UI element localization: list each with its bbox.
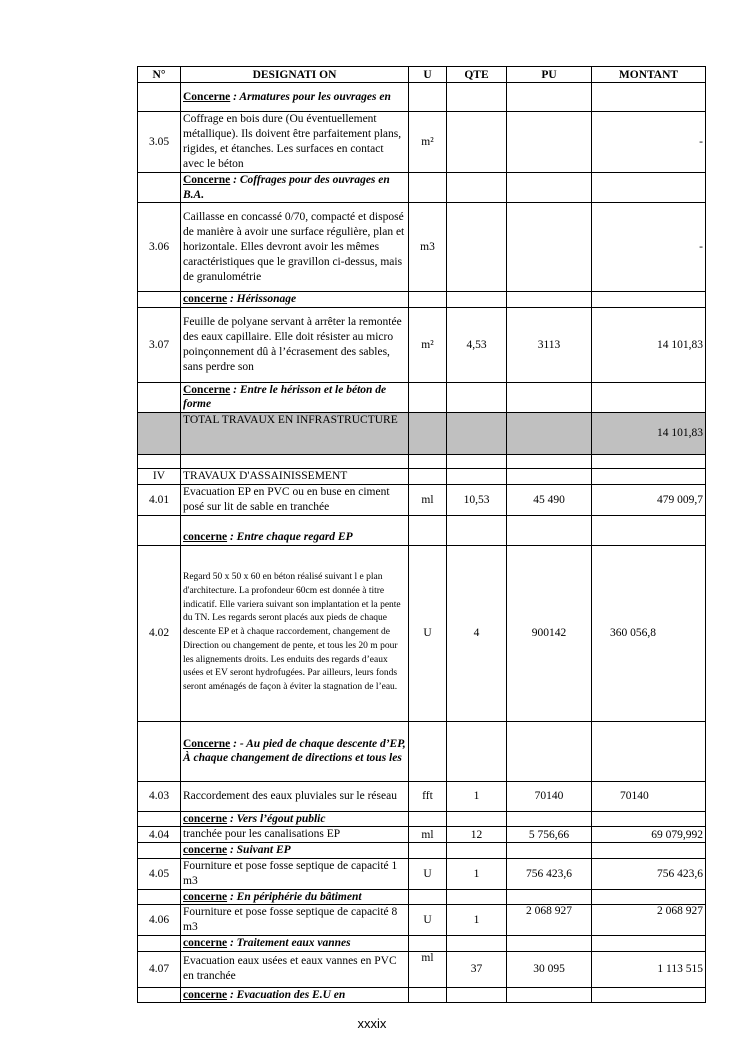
table-row bbox=[138, 307, 706, 382]
item-amount: 360 056,8 bbox=[592, 545, 706, 721]
header-n: N° bbox=[138, 67, 181, 83]
concern-row bbox=[138, 843, 706, 859]
item-quantity: 1 bbox=[447, 858, 507, 889]
header-montant: MONTANT bbox=[592, 67, 706, 83]
item-amount: - bbox=[592, 112, 706, 173]
table-row bbox=[138, 203, 706, 292]
concern-note: Concerne : Coffrages pour des ouvrages en B.A. bbox=[181, 173, 409, 203]
item-description: tranchée pour les canalisations EP bbox=[181, 827, 409, 843]
table-row bbox=[138, 858, 706, 889]
section-number: IV bbox=[138, 468, 181, 484]
total-label: TOTAL TRAVAUX EN INFRASTRUCTURE bbox=[181, 412, 409, 454]
item-amount: - bbox=[592, 203, 706, 292]
item-unit-price: 3113 bbox=[507, 307, 592, 382]
table-row bbox=[138, 905, 706, 936]
concern-note: concerne : Traitement eaux vannes bbox=[181, 936, 409, 952]
item-unit: m² bbox=[409, 112, 447, 173]
page-number: xxxix bbox=[357, 1016, 387, 1031]
concern-row bbox=[138, 987, 706, 1003]
item-unit-price: 5 756,66 bbox=[507, 827, 592, 843]
item-description: Fourniture et pose fosse septique de capacité 8 m3 bbox=[181, 905, 409, 936]
table-row bbox=[138, 951, 706, 987]
header-u: U bbox=[409, 67, 447, 83]
bill-of-quantities-table bbox=[137, 66, 706, 1003]
concern-note: concerne : Entre chaque regard EP bbox=[181, 515, 409, 545]
item-quantity: 4 bbox=[447, 545, 507, 721]
item-number: 4.01 bbox=[138, 484, 181, 515]
item-unit-price: 45 490 bbox=[507, 484, 592, 515]
concern-row bbox=[138, 721, 706, 781]
item-amount: 756 423,6 bbox=[592, 858, 706, 889]
concern-row bbox=[138, 173, 706, 203]
section-title: TRAVAUX D'ASSAINISSEMENT bbox=[181, 468, 409, 484]
item-number: 4.06 bbox=[138, 905, 181, 936]
item-number: 3.07 bbox=[138, 307, 181, 382]
item-quantity: 1 bbox=[447, 781, 507, 811]
item-unit: m² bbox=[409, 307, 447, 382]
item-unit-price: 900142 bbox=[507, 545, 592, 721]
item-number: 3.06 bbox=[138, 203, 181, 292]
header-designation: DESIGNATI ON bbox=[181, 67, 409, 83]
item-number: 4.03 bbox=[138, 781, 181, 811]
concern-row bbox=[138, 83, 706, 112]
item-description: Caillasse en concassé 0/70, compacté et disposé de manière à avoir une surface régulière, plan et horizontale. Elles devront avoir les mêmes caractéristiques que le gravillon ci-dessus, mais de granulométrie bbox=[181, 203, 409, 292]
item-description: Fourniture et pose fosse septique de capacité 1 m3 bbox=[181, 858, 409, 889]
concern-note: Concerne : - Au pied de chaque descente d’EP, À chaque changement de directions et tous les bbox=[181, 721, 409, 781]
item-unit: U bbox=[409, 905, 447, 936]
table-header-row bbox=[138, 67, 706, 83]
item-quantity: 10,53 bbox=[447, 484, 507, 515]
item-number: 3.05 bbox=[138, 112, 181, 173]
item-amount: 2 068 927 bbox=[592, 905, 706, 936]
item-unit-price: 70140 bbox=[507, 781, 592, 811]
item-quantity bbox=[447, 112, 507, 173]
spacer-row bbox=[138, 454, 706, 468]
concern-note: concerne : En périphérie du bâtiment bbox=[181, 889, 409, 905]
item-quantity: 1 bbox=[447, 905, 507, 936]
item-description: Evacuation EP en PVC ou en buse en ciment posé sur lit de sable en tranchée bbox=[181, 484, 409, 515]
item-quantity: 37 bbox=[447, 951, 507, 987]
item-amount: 70140 bbox=[592, 781, 706, 811]
item-quantity: 12 bbox=[447, 827, 507, 843]
item-description: Feuille de polyane servant à arrêter la remontée des eaux capillaire. Elle doit résister au micro poinçonnement dû à l’écrasement des sables, sans perdre son bbox=[181, 307, 409, 382]
item-unit: ml bbox=[409, 951, 447, 987]
concern-note: concerne : Evacuation des E.U en bbox=[181, 987, 409, 1003]
item-description: Regard 50 x 50 x 60 en béton réalisé suivant l e plan d'architecture. La profondeur 60cm est donnée à titre indicatif. Elle variera suivant son implantation et la pente du TN. Les regards seront placés aux pieds de chaque descente EP et à chaque raccordement, changement de Direction ou changement de pente, et tous les 20 m pour les alignements droits. Les enduits des regards d’eaux usées et EV seront hydrofugées. Par ailleurs, leurs fonds seront aménagés de façon à éviter la stagnation de l’eau. bbox=[181, 545, 409, 721]
item-unit-price: 756 423,6 bbox=[507, 858, 592, 889]
item-unit: ml bbox=[409, 827, 447, 843]
section-row bbox=[138, 468, 706, 484]
item-description: Raccordement des eaux pluviales sur le réseau bbox=[181, 781, 409, 811]
concern-note: concerne : Suivant EP bbox=[181, 843, 409, 859]
concern-note: Concerne : Armatures pour les ouvrages en bbox=[181, 83, 409, 112]
item-number: 4.02 bbox=[138, 545, 181, 721]
concern-note: Concerne : Entre le hérisson et le béton de forme bbox=[181, 382, 409, 412]
item-amount: 14 101,83 bbox=[592, 307, 706, 382]
item-description: Coffrage en bois dure (Ou éventuellement métallique). Ils doivent être parfaitement plans, rigides, et étanches. Les surfaces en contact avec le béton bbox=[181, 112, 409, 173]
item-unit: fft bbox=[409, 781, 447, 811]
concern-row bbox=[138, 889, 706, 905]
table-row bbox=[138, 827, 706, 843]
table-row bbox=[138, 112, 706, 173]
item-unit: U bbox=[409, 858, 447, 889]
item-unit-price bbox=[507, 112, 592, 173]
header-pu: PU bbox=[507, 67, 592, 83]
item-unit: m3 bbox=[409, 203, 447, 292]
concern-row bbox=[138, 515, 706, 545]
item-unit-price bbox=[507, 203, 592, 292]
table-row bbox=[138, 484, 706, 515]
concern-row bbox=[138, 382, 706, 412]
item-unit-price: 2 068 927 bbox=[507, 905, 592, 936]
header-qte: QTE bbox=[447, 67, 507, 83]
concern-note: concerne : Vers l’égout public bbox=[181, 811, 409, 827]
total-row bbox=[138, 412, 706, 454]
table-row bbox=[138, 781, 706, 811]
item-amount: 479 009,7 bbox=[592, 484, 706, 515]
item-unit: U bbox=[409, 545, 447, 721]
concern-note: concerne : Hérissonage bbox=[181, 292, 409, 308]
table-row bbox=[138, 545, 706, 721]
item-quantity bbox=[447, 203, 507, 292]
item-number: 4.05 bbox=[138, 858, 181, 889]
item-description: Evacuation eaux usées et eaux vannes en PVC en tranchée bbox=[181, 951, 409, 987]
concern-row bbox=[138, 811, 706, 827]
total-amount: 14 101,83 bbox=[592, 412, 706, 454]
item-unit: ml bbox=[409, 484, 447, 515]
item-unit-price: 30 095 bbox=[507, 951, 592, 987]
concern-row bbox=[138, 292, 706, 308]
item-amount: 69 079,992 bbox=[592, 827, 706, 843]
concern-row bbox=[138, 936, 706, 952]
item-quantity: 4,53 bbox=[447, 307, 507, 382]
item-number: 4.07 bbox=[138, 951, 181, 987]
item-amount: 1 113 515 bbox=[592, 951, 706, 987]
item-number: 4.04 bbox=[138, 827, 181, 843]
